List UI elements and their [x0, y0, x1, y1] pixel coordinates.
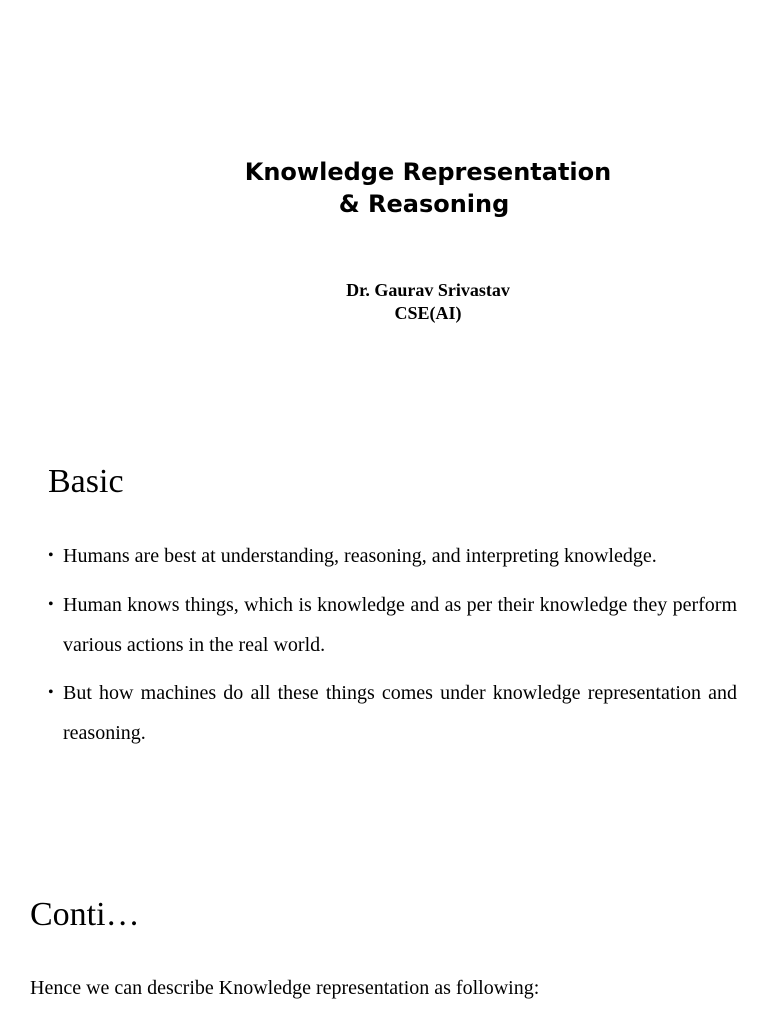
bullet-item — [48, 673, 737, 753]
bullet-item — [48, 585, 737, 665]
title-line-2: & Reasoning — [338, 190, 510, 218]
body-text: Hence we can describe Knowledge representation as following: — [30, 977, 540, 999]
bullet-text: But how machines do all these things comes under knowledge representation and reasoning. — [63, 682, 737, 744]
author-department: CSE(AI) — [394, 303, 462, 323]
bullet-text: Human knows things, which is knowledge and as per their knowledge they perform various actions in the real world. — [63, 594, 737, 656]
bullet-text: Humans are best at understanding, reasoning, and interpreting knowledge. — [63, 545, 657, 567]
bullet-icon: • — [48, 596, 54, 613]
bullet-icon: • — [48, 547, 54, 564]
title-line-1: Knowledge Representation — [244, 158, 612, 186]
bullet-icon: • — [48, 684, 54, 701]
slide-heading-continued: Conti… — [30, 896, 140, 933]
slide-heading-basic: Basic — [48, 463, 124, 500]
author-name: Dr. Gaurav Srivastav — [346, 280, 510, 300]
bullet-list — [48, 536, 737, 753]
bullet-item — [48, 536, 737, 576]
